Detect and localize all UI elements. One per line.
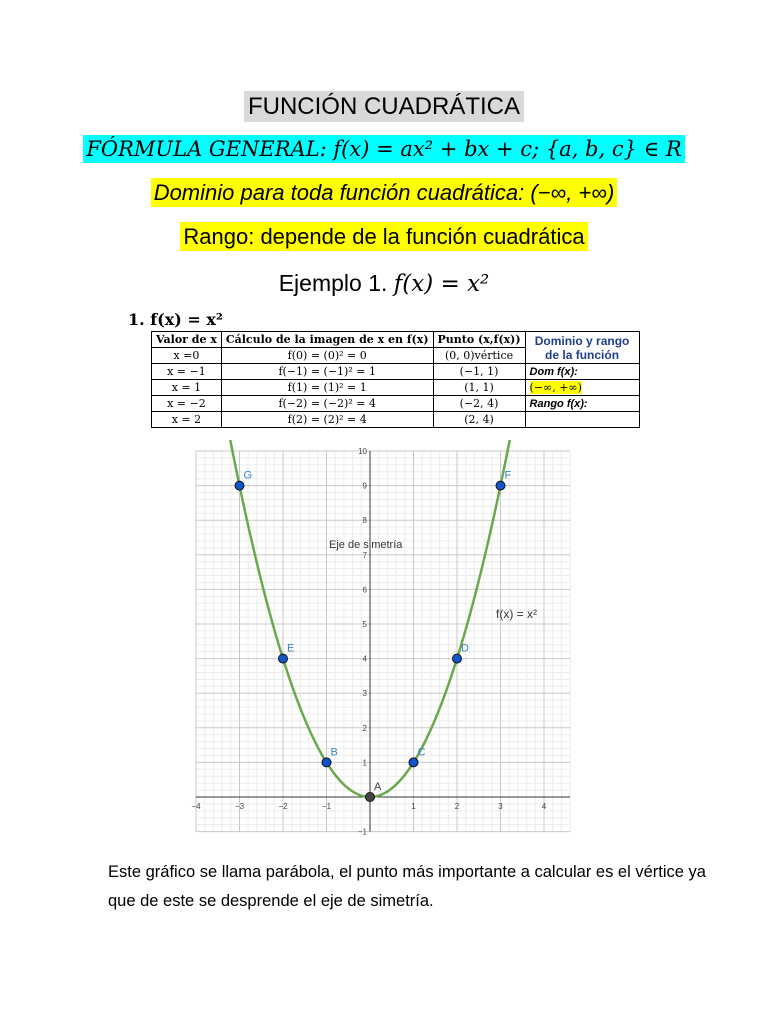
table-row xyxy=(152,396,640,412)
domain-statement-block xyxy=(0,180,768,206)
dom-value: (−∞, +∞) xyxy=(529,381,582,394)
x-tick-label: 4 xyxy=(541,802,547,811)
point-label-g: G xyxy=(243,469,253,482)
example-formula: f(x) = x² xyxy=(393,271,490,297)
point-e xyxy=(279,654,288,663)
header-calculo: Cálculo de la imagen de x en f(x) xyxy=(221,332,433,348)
x-tick-label: 1 xyxy=(411,802,416,811)
cell-x: x =0 xyxy=(152,348,222,364)
dom-value-cell xyxy=(525,380,639,396)
table-header-row xyxy=(152,332,640,348)
y-tick-label: 6 xyxy=(362,585,367,595)
cell-calculo: f(0) = (0)² = 0 xyxy=(221,348,433,364)
cell-punto: (2, 4) xyxy=(433,412,525,428)
header-dominio-rango: Dominio y rango de la función xyxy=(525,332,639,364)
point-label-e: E xyxy=(287,642,295,655)
point-a xyxy=(366,793,375,802)
cell-calculo: f(−2) = (−2)² = 4 xyxy=(221,396,433,412)
point-b xyxy=(322,758,331,767)
y-tick-label: 5 xyxy=(362,620,367,629)
cell-punto: (1, 1) xyxy=(433,380,525,396)
y-tick-label: 2 xyxy=(362,723,367,733)
cell-x: x = 2 xyxy=(152,412,222,428)
cell-x: x = −1 xyxy=(152,364,222,380)
cell-calculo: f(2) = (2)² = 4 xyxy=(221,412,433,428)
example-subheading: 1. f(x) = x² xyxy=(128,310,223,329)
x-tick-label: −1 xyxy=(321,802,332,811)
cell-calculo: f(−1) = (−1)² = 1 xyxy=(221,364,433,380)
header-valor-x: Valor de x xyxy=(152,332,222,348)
range-statement: Rango: depende de la función cuadrática xyxy=(180,222,587,251)
table-row xyxy=(152,364,640,380)
x-tick-label: 2 xyxy=(454,802,460,811)
y-tick-label: 7 xyxy=(362,550,367,560)
y-tick-label: 10 xyxy=(358,447,367,456)
symmetry-annotation: Eje de simetría xyxy=(329,539,403,551)
y-tick-label: 9 xyxy=(362,481,367,491)
minor-grid xyxy=(196,451,570,832)
header-punto: Punto (x,f(x)) xyxy=(433,332,525,348)
domain-statement: Dominio para toda función cuadrática: (−∞, +∞) xyxy=(151,178,618,207)
point-g xyxy=(235,481,244,490)
point-label-f: F xyxy=(504,469,512,482)
table-row xyxy=(152,412,640,428)
empty-cell xyxy=(525,412,639,428)
x-tick-label: −4 xyxy=(191,802,201,811)
cell-calculo: f(1) = (1)² = 1 xyxy=(221,380,433,396)
explanation-paragraph: Este gráfico se llama parábola, el punto más importante a calcular es el vértice ya que de este se desprende el eje de simetría. xyxy=(108,863,706,910)
point-label-c: C xyxy=(417,746,426,759)
parabola-graph xyxy=(183,440,583,850)
page-title-block xyxy=(0,93,768,121)
rango-label: Rango f(x): xyxy=(525,396,639,412)
point-label-d: D xyxy=(461,642,469,655)
cell-punto: (0, 0)vértice xyxy=(433,348,525,364)
y-tick-label: 3 xyxy=(362,689,367,699)
page-title: FUNCIÓN CUADRÁTICA xyxy=(244,91,524,122)
x-tick-label: 3 xyxy=(498,802,503,811)
function-label: f(x) = x² xyxy=(496,607,537,621)
range-statement-block xyxy=(0,224,768,250)
values-table xyxy=(151,331,640,428)
major-grid xyxy=(196,451,570,832)
point-label-b: B xyxy=(330,746,338,759)
dom-label: Dom f(x): xyxy=(525,364,639,380)
example-label: Ejemplo 1. xyxy=(278,270,394,296)
x-tick-label: −3 xyxy=(234,802,245,811)
example-heading xyxy=(0,270,768,297)
y-tick-label: 4 xyxy=(362,654,367,664)
point-d xyxy=(453,654,462,663)
cell-x: x = −2 xyxy=(152,396,222,412)
general-formula-block xyxy=(0,137,768,161)
y-tick-label: 1 xyxy=(362,758,367,768)
cell-punto: (−2, 4) xyxy=(433,396,525,412)
axes xyxy=(196,451,570,832)
x-tick-label: −2 xyxy=(278,802,288,811)
cell-punto: (−1, 1) xyxy=(433,364,525,380)
cell-x: x = 1 xyxy=(152,380,222,396)
general-formula: FÓRMULA GENERAL: f(x) = ax² + bx + c; {a, b, c} ∈ R xyxy=(83,135,684,163)
point-c xyxy=(409,758,418,767)
y-tick-label: −1 xyxy=(357,827,367,837)
table-row xyxy=(152,380,640,396)
point-f xyxy=(496,481,505,490)
y-tick-label: 8 xyxy=(362,516,367,526)
point-label-a: A xyxy=(374,781,382,793)
